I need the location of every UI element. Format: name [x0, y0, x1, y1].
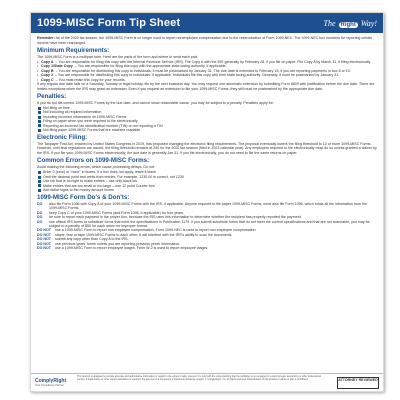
- list-item: DO also file Form 1096 with Copy A of your 1099-MISC Forms with the IRS, if applicable. Anyone required to file paper 1099-MISC Forms, must also file Form 1096, which totals all the information from the 1099-MISC Forms.: [37, 202, 367, 211]
- min-req-intro: The 1099-MISC Form is a multipart form. Here are the parts of the form and where to send each part.: [37, 54, 198, 59]
- list-item: DO NOT use a 1099-MISC Form to report non employee compensation. Form 1099-NEC is used to report non employee compensation.: [37, 228, 257, 233]
- footer-disclaimer: This product is designed to provide accurate and authoritative information in regard to the subject matter covered. It is sold with the understanding that the publisher is not engaged in rendering legal, accounting or other professional service. If legal advice or other expert assistance is required, the services of a competent professional should be sought. © ComplyRight, Inc. All rights reserved. Reproduction of this product in whole or part is prohibited.: [77, 375, 321, 381]
- list-item: Not filing on time: [37, 106, 377, 110]
- list-item: DO keep Copy C of your 1099-MISC Forms (and Form 1096, if applicable) for four years.: [37, 210, 185, 215]
- list-item: Not filing paper 1099-MISC Forms that are machine readable: [37, 128, 377, 132]
- section-heading-penalties: Penalties:: [37, 92, 67, 100]
- list-item: Reporting an incorrect tax identification number (TIN) or not reporting a TIN: [37, 124, 377, 128]
- dos-donts-list: [37, 202, 377, 250]
- tip-sheet-page: [30, 12, 384, 392]
- list-item: Including incorrect information on 1099-MISC Forms: [37, 115, 377, 119]
- page-title: 1099-MISC Form Tip Sheet: [37, 17, 181, 29]
- list-item: Omit the decimal point and cents from entries. For example, 1230.00 is correct, not 1230: [37, 175, 377, 179]
- list-item: Filing on paper when you were required to file electronically: [37, 119, 377, 123]
- list-item: DO be sure to report each payment in the proper box, because the IRS uses this information to determine whether the recipient has properly reported the payment.: [37, 215, 302, 220]
- reminder: Reminder: As of the 2020 tax season, the 1099-MISC Form is no longer used to report nonemployee compensation due to the reintroduction of Form 1099-NEC. The 1099-NEC box numbers for reporting certain income have been rearranged.: [37, 36, 373, 45]
- list-item: DO NOT use a 1099-MISC Form to report employee wages. Form W-2 is used to report employee wages.: [37, 246, 209, 251]
- section-heading-efiling: Electronic Filing:: [37, 133, 88, 141]
- list-item: DO NOT submit any copy other than Copy A to the IRS.: [37, 237, 129, 242]
- penalties-list: [37, 106, 377, 132]
- section-heading-dos: 1099-MISC Form Do's & Don'ts:: [37, 194, 130, 201]
- errors-intro: Avoid making the following errors, which cause processing delays. Do not:: [37, 164, 155, 169]
- copies-list: [37, 60, 377, 82]
- list-item: DO NOT use previous years' forms unless you are reporting previous years' information.: [37, 241, 181, 246]
- complyright-logo: ComplyRight Your Compliance Partner: [35, 378, 67, 387]
- list-item: • Copy 1/State Copy – You are responsible for filing this copy with the appropriate state taxing authority, if applicable.: [37, 64, 227, 69]
- list-item: Use ink that is too light to make entries – use only black ink: [37, 179, 377, 183]
- attorney-reviewed-badge: ATTORNEY REVIEWED: [337, 377, 379, 389]
- list-item: DO use official IRS forms or substitute forms that meet the specifications in Publication 1179. If you submit substitute forms that do not meet the current specifications and that are not scannable, you may be subject to a penalty of $50 for each return for improper format.: [37, 219, 370, 229]
- title-banner: [31, 13, 383, 33]
- list-item: • Copy 2 – You are responsible for distributing this copy to individuals, if applicable. Individuals file this copy with their state taxing authority. Generally, it must be postmarked by January 31.: [37, 73, 340, 78]
- section-heading-errors: Common Errors on 1099-MISC Forms:: [37, 156, 150, 164]
- penalties-intro: If you do not file correct 1099-MISC Forms by the due date, and cannot show reasonable cause, you may be subject to a penalty. Penalties apply for:: [37, 100, 274, 105]
- right-way-logo: The Right Way!: [323, 18, 377, 28]
- list-item: Enter 0 (zero) or "none" in boxes. If a box does not apply, leave it blank: [37, 170, 377, 174]
- section-heading-min-req: Minimum Requirements:: [37, 46, 110, 54]
- list-item: Add dollar signs to the money amount boxes: [37, 188, 377, 192]
- list-item: • Copy A – You are responsible for filing this copy with the Internal Revenue Service (IRS). File Copy A with the IRS generally by February 28, if you file on paper. File Copy A by March 31, if filing electronically.: [37, 60, 371, 64]
- efiling-text: The Taxpayer First Act, enacted by United States Congress in 2019, has proposed changing the electronic filing requirements. The proposal eventually lowers the filing threshold to 10 or more 1099-MISC Forms. However, until final regulations are issued, the filing threshold remains at 250 for the 2022 tax season (filed in 2023 calendar year). Any employers required to file electronically must do so unless granted a waiver by the IRS. If you file your 1099-MISC Forms electronically, the due date is generally Jan 31. If you file electronically, you do not need to file the same returns on paper.: [37, 141, 377, 155]
- list-item: • Copy B – You are responsible for distributing this copy to individuals; it must be postmarked by January 31. The due date is extended to February 15, if you are reporting payments in box 8 or 10.: [37, 68, 351, 73]
- tip-sheet-content: [37, 36, 377, 250]
- list-item: Not including all required information: [37, 110, 377, 114]
- page-footer: [31, 373, 383, 391]
- list-item: • Copy C – You must retain this copy for your records.: [37, 77, 126, 82]
- list-item: Make entries that are too small or too large – use 12 point Courier font: [37, 184, 377, 188]
- min-req-after: If any regular due date falls on a Saturday, Sunday or legal holiday, file by the next business day. You may request one automatic extension by submitting Form 8809 with justification before the due date. There are limited exceptions when the IRS may grant an extension. Even if you request an extension to file your 1099-MISC Forms, they still must be postmarked by the appropriate due date.: [37, 82, 375, 91]
- errors-list: [37, 170, 377, 192]
- list-item: DO NOT staple, tear or tape 1099-MISC Forms to each other. It will interfere with the IRS's ability to scan the documents.: [37, 232, 233, 237]
